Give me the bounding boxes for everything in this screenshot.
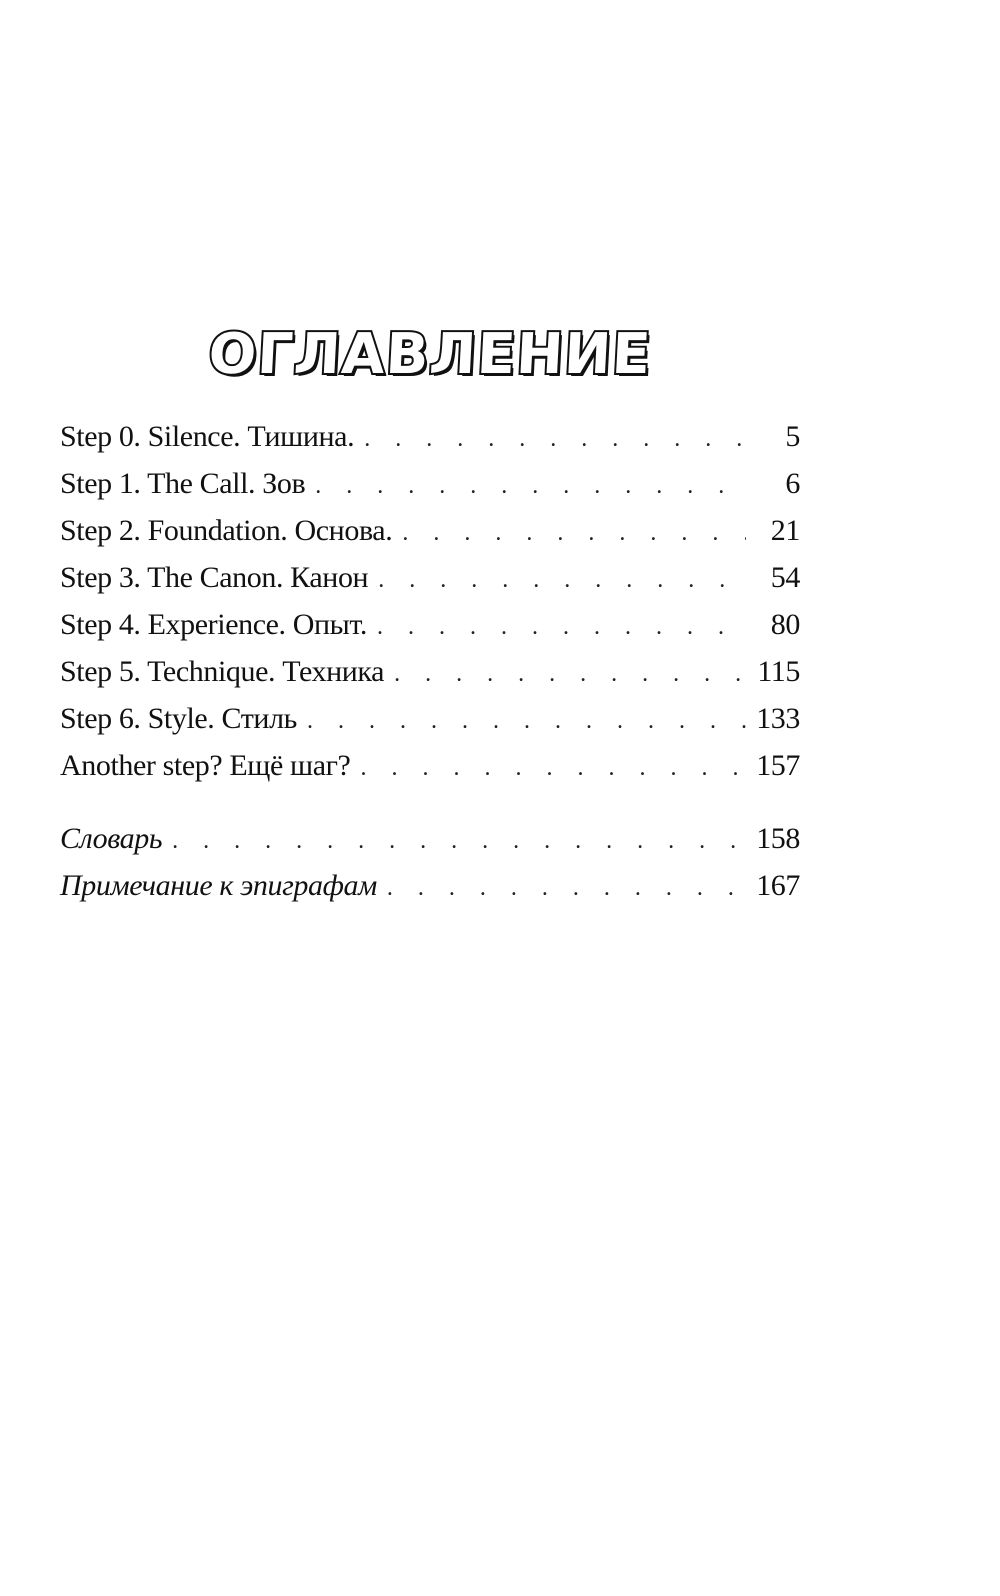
dot-leader <box>307 708 746 735</box>
toc-entry-page: 6 <box>785 467 800 500</box>
toc-entry[interactable] <box>60 420 800 467</box>
toc-entry[interactable] <box>60 702 800 749</box>
toc-entry-page: 158 <box>756 822 800 855</box>
toc-entry-page: 54 <box>770 561 800 594</box>
toc-entry[interactable] <box>60 655 800 702</box>
toc-entry-label: Step 0. Silence. Тишина. <box>60 420 355 453</box>
dot-leader <box>377 614 746 641</box>
dot-leader <box>172 828 746 855</box>
dot-leader <box>378 567 746 594</box>
toc-entry-page: 157 <box>756 749 800 782</box>
toc-entry-page: 133 <box>756 702 800 735</box>
toc-entry-page: 80 <box>770 608 800 641</box>
toc-entry[interactable] <box>60 514 800 561</box>
dot-leader <box>402 520 746 547</box>
page-title: ОГЛАВЛЕНИЕ <box>206 322 653 387</box>
dot-leader <box>387 875 746 902</box>
toc-entry-label: Another step? Ещё шаг? <box>60 749 351 782</box>
toc-entry-label: Step 3. The Canon. Канон <box>60 561 369 594</box>
toc-entry-label: Примечание к эпиграфам <box>60 869 377 902</box>
toc-entry[interactable] <box>60 608 800 655</box>
toc-entry-label: Step 5. Technique. Техника <box>60 655 385 688</box>
dot-leader <box>364 426 746 453</box>
toc-appendix-entry[interactable] <box>60 869 800 916</box>
toc-entry-page: 167 <box>756 869 800 902</box>
toc-entry-label: Step 4. Experience. Опыт. <box>60 608 367 641</box>
toc-entry-page: 21 <box>770 514 800 547</box>
toc-entry-page: 5 <box>785 420 800 453</box>
toc-entry-label: Словарь <box>60 822 163 855</box>
table-of-contents <box>60 420 800 916</box>
dot-leader <box>394 661 746 688</box>
toc-entry-label: Step 1. The Call. Зов <box>60 467 306 500</box>
toc-appendix-entry[interactable] <box>60 822 800 869</box>
dot-leader <box>360 755 746 782</box>
toc-entry-page: 115 <box>757 655 800 688</box>
dot-leader <box>315 473 746 500</box>
toc-entry[interactable] <box>60 749 800 796</box>
toc-entry-label: Step 6. Style. Стиль <box>60 702 297 735</box>
toc-entry-label: Step 2. Foundation. Основа. <box>60 514 393 547</box>
toc-entry[interactable] <box>60 467 800 514</box>
toc-entry[interactable] <box>60 561 800 608</box>
